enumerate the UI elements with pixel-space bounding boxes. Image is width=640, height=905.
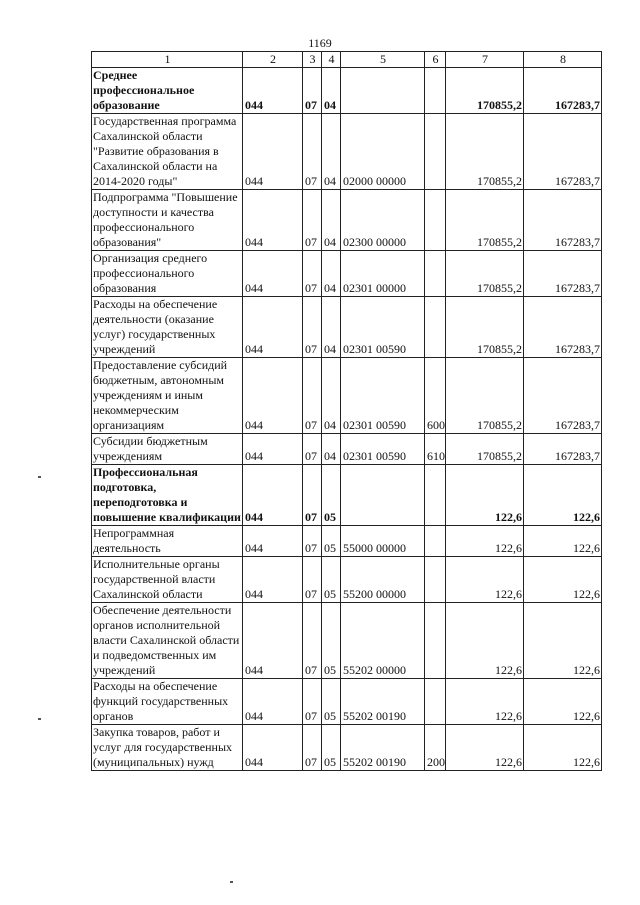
scan-speck [38, 718, 41, 720]
subsection-code-cell: 04 [322, 68, 341, 114]
column-header: 8 [524, 52, 602, 68]
target-article-cell: 55202 00190 [341, 679, 425, 725]
expense-type-cell [425, 114, 446, 190]
table-row [92, 465, 602, 526]
row-name-cell: Закупка товаров, работ и услуг для государственных (муниципальных) нужд [92, 725, 243, 771]
target-article-cell: 02301 00590 [341, 434, 425, 465]
ved-code-cell: 044 [243, 114, 303, 190]
expense-type-cell [425, 603, 446, 679]
target-article-cell: 02301 00000 [341, 251, 425, 297]
table-row [92, 251, 602, 297]
table-body [92, 68, 602, 771]
table-row [92, 434, 602, 465]
target-article-cell: 02301 00590 [341, 297, 425, 358]
amount-year2-cell: 167283,7 [524, 297, 602, 358]
subsection-code-cell: 05 [322, 465, 341, 526]
section-code-cell: 07 [303, 68, 322, 114]
row-name-cell: Обеспечение деятельности органов исполнительной власти Сахалинской области и подведомственных им учреждений [92, 603, 243, 679]
ved-code-cell: 044 [243, 725, 303, 771]
amount-year1-cell: 122,6 [446, 557, 524, 603]
table-row [92, 68, 602, 114]
amount-year1-cell: 122,6 [446, 465, 524, 526]
ved-code-cell: 044 [243, 358, 303, 434]
expense-type-cell [425, 297, 446, 358]
target-article-cell: 55200 00000 [341, 557, 425, 603]
amount-year2-cell: 122,6 [524, 465, 602, 526]
column-header: 6 [425, 52, 446, 68]
column-header: 1 [92, 52, 243, 68]
amount-year1-cell: 170855,2 [446, 114, 524, 190]
amount-year2-cell: 167283,7 [524, 358, 602, 434]
expense-type-cell [425, 68, 446, 114]
amount-year1-cell: 170855,2 [446, 434, 524, 465]
row-name-cell: Расходы на обеспечение функций государственных органов [92, 679, 243, 725]
table-row [92, 557, 602, 603]
ved-code-cell: 044 [243, 465, 303, 526]
amount-year2-cell: 167283,7 [524, 251, 602, 297]
expense-type-cell: 200 [425, 725, 446, 771]
target-article-cell: 02300 00000 [341, 190, 425, 251]
table-row [92, 526, 602, 557]
table-row [92, 190, 602, 251]
subsection-code-cell: 05 [322, 679, 341, 725]
column-header: 3 [303, 52, 322, 68]
section-code-cell: 07 [303, 358, 322, 434]
amount-year1-cell: 170855,2 [446, 297, 524, 358]
subsection-code-cell: 04 [322, 114, 341, 190]
section-code-cell: 07 [303, 526, 322, 557]
subsection-code-cell: 05 [322, 725, 341, 771]
target-article-cell: 55202 00190 [341, 725, 425, 771]
expense-type-cell [425, 465, 446, 526]
amount-year1-cell: 122,6 [446, 725, 524, 771]
column-header: 2 [243, 52, 303, 68]
subsection-code-cell: 04 [322, 297, 341, 358]
amount-year2-cell: 122,6 [524, 526, 602, 557]
ved-code-cell: 044 [243, 251, 303, 297]
subsection-code-cell: 04 [322, 358, 341, 434]
amount-year1-cell: 122,6 [446, 603, 524, 679]
expense-type-cell [425, 190, 446, 251]
section-code-cell: 07 [303, 297, 322, 358]
table-row [92, 114, 602, 190]
section-code-cell: 07 [303, 557, 322, 603]
amount-year2-cell: 122,6 [524, 679, 602, 725]
table-row [92, 358, 602, 434]
expense-type-cell [425, 251, 446, 297]
row-name-cell: Организация среднего профессионального образования [92, 251, 243, 297]
row-name-cell: Непрограммная деятельность [92, 526, 243, 557]
amount-year2-cell: 167283,7 [524, 190, 602, 251]
row-name-cell: Подпрограмма "Повышение доступности и качества профессионального образования" [92, 190, 243, 251]
column-header: 7 [446, 52, 524, 68]
expense-type-cell: 610 [425, 434, 446, 465]
row-name-cell: Исполнительные органы государственной власти Сахалинской области [92, 557, 243, 603]
amount-year2-cell: 122,6 [524, 603, 602, 679]
expense-type-cell [425, 679, 446, 725]
row-name-cell: Предоставление субсидий бюджетным, автономным учреждениям и иным некоммерческим организациям [92, 358, 243, 434]
section-code-cell: 07 [303, 434, 322, 465]
ved-code-cell: 044 [243, 68, 303, 114]
table-row [92, 603, 602, 679]
amount-year2-cell: 122,6 [524, 557, 602, 603]
amount-year1-cell: 122,6 [446, 679, 524, 725]
row-name-cell: Расходы на обеспечение деятельности (оказание услуг) государственных учреждений [92, 297, 243, 358]
target-article-cell: 02301 00590 [341, 358, 425, 434]
ved-code-cell: 044 [243, 603, 303, 679]
amount-year2-cell: 122,6 [524, 725, 602, 771]
section-code-cell: 07 [303, 603, 322, 679]
ved-code-cell: 044 [243, 434, 303, 465]
page-number: 1169 [308, 36, 332, 50]
scan-speck [38, 476, 41, 478]
target-article-cell [341, 68, 425, 114]
ved-code-cell: 044 [243, 557, 303, 603]
expense-type-cell: 600 [425, 358, 446, 434]
section-code-cell: 07 [303, 114, 322, 190]
section-code-cell: 07 [303, 679, 322, 725]
amount-year1-cell: 122,6 [446, 526, 524, 557]
subsection-code-cell: 04 [322, 434, 341, 465]
scan-speck [230, 881, 233, 883]
amount-year2-cell: 167283,7 [524, 114, 602, 190]
section-code-cell: 07 [303, 725, 322, 771]
section-code-cell: 07 [303, 190, 322, 251]
column-header: 5 [341, 52, 425, 68]
section-code-cell: 07 [303, 251, 322, 297]
table-row [92, 725, 602, 771]
expense-type-cell [425, 557, 446, 603]
target-article-cell: 55000 00000 [341, 526, 425, 557]
column-number-row [92, 52, 602, 68]
subsection-code-cell: 04 [322, 251, 341, 297]
subsection-code-cell: 05 [322, 603, 341, 679]
row-name-cell: Субсидии бюджетным учреждениям [92, 434, 243, 465]
target-article-cell [341, 465, 425, 526]
column-header: 4 [322, 52, 341, 68]
amount-year1-cell: 170855,2 [446, 251, 524, 297]
row-name-cell: Государственная программа Сахалинской области "Развитие образования в Сахалинской области на 2014-2020 годы" [92, 114, 243, 190]
ved-code-cell: 044 [243, 679, 303, 725]
row-name-cell: Профессиональная подготовка, переподготовка и повышение квалификации [93, 465, 241, 524]
row-name-cell: Среднее профессиональное образование [92, 68, 243, 114]
section-code-cell: 07 [303, 465, 322, 526]
table-row [92, 679, 602, 725]
amount-year2-cell: 167283,7 [524, 68, 602, 114]
budget-table [91, 51, 602, 771]
ved-code-cell: 044 [243, 190, 303, 251]
ved-code-cell: 044 [243, 526, 303, 557]
amount-year1-cell: 170855,2 [446, 358, 524, 434]
table-row [92, 297, 602, 358]
amount-year1-cell: 170855,2 [446, 68, 524, 114]
amount-year1-cell: 170855,2 [446, 190, 524, 251]
target-article-cell: 02000 00000 [341, 114, 425, 190]
amount-year2-cell: 167283,7 [524, 434, 602, 465]
expense-type-cell [425, 526, 446, 557]
target-article-cell: 55202 00000 [341, 603, 425, 679]
subsection-code-cell: 05 [322, 557, 341, 603]
subsection-code-cell: 05 [322, 526, 341, 557]
ved-code-cell: 044 [243, 297, 303, 358]
subsection-code-cell: 04 [322, 190, 341, 251]
